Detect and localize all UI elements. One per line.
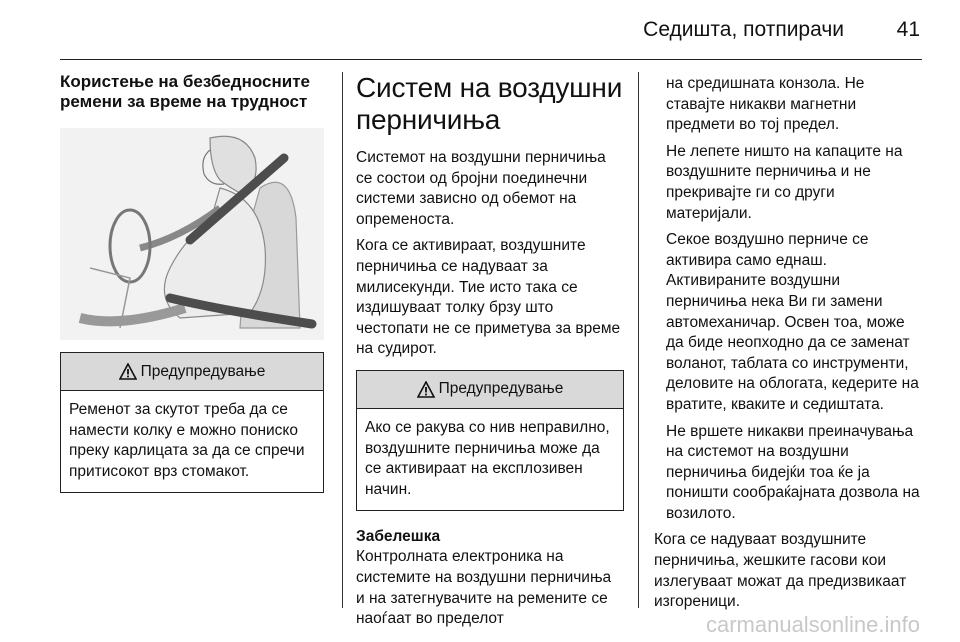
paragraph: Кога се надуваат воздушните перничиња, жешките гасови кои излегуваат можат да предизвикаат изгореници. xyxy=(654,531,907,611)
column-divider xyxy=(342,72,343,608)
column-right xyxy=(654,72,924,613)
section-title: Седишта, потпирачи xyxy=(643,18,844,41)
warning-header xyxy=(357,371,623,409)
warning-icon xyxy=(417,381,435,398)
warning-header xyxy=(61,353,323,391)
column-divider xyxy=(638,72,639,608)
warning-box xyxy=(60,352,324,493)
note-continuation: Не лепете ништо на капаците на воздушните перничиња и не прекривајте ги со други материјали. xyxy=(666,142,903,222)
pregnancy-heading: Користење на безбедносните ремени за време на трудност xyxy=(60,72,310,111)
column-left xyxy=(60,72,324,493)
paragraph: Кога се активираат, воздушните перничиња се надуваат за милисекунди. Тие исто така се издишуваат толку брзу што честопати не се приметува за време на судирот. xyxy=(356,237,621,358)
paragraph: Системот на воздушни перничиња се состои од бројни поединечни системи зависно од обемот на опременоста. xyxy=(356,149,606,228)
note-text: Контролната електроника на системите на воздушни перничиња и на затегнувачите на ремените се наоѓаат во пределот xyxy=(356,548,612,628)
page-number: 41 xyxy=(896,18,920,41)
warning-text: Ременот за скутот треба да се намести колку е можно пониско преку карлицата за да се спречи притисокот врз стомакот. xyxy=(69,401,305,480)
airbag-heading: Систем на воздушни перничиња xyxy=(356,72,623,135)
page-header xyxy=(60,14,922,60)
warning-box xyxy=(356,370,624,511)
pregnant-driver-seatbelt-illustration xyxy=(60,128,324,340)
note-continuation: Секое воздушно перниче се активира само еднаш. Активираните воздушни перничиња нека Ви ги замени автомеханичар. Освен тоа, може да биде неопходно да се заменат воланот, таблата со инструменти, деловите на облогата, кедерите на вратите, кваките и седиштата. xyxy=(666,231,919,413)
warning-text: Ако се ракува со нив неправилно, воздушните перничиња може да се активираат на експлозивен начин. xyxy=(365,418,610,498)
illustration-svg xyxy=(60,128,324,340)
column-middle xyxy=(356,72,624,630)
note-title: Забелешка xyxy=(356,528,441,546)
warning-icon xyxy=(119,363,137,380)
warning-title: Предупредување xyxy=(140,362,266,380)
note-continuation: на средишната конзола. Не ставајте никакви магнетни предмети во тој предел. xyxy=(666,75,865,134)
warning-title: Предупредување xyxy=(438,380,564,398)
watermark: carmanualsonline.info xyxy=(705,612,920,637)
note-continuation: Не вршете никакви преиначувања на системот на воздушни перничиња бидејќи тоа ќе ја поништи сообраќајната дозвола на возилото. xyxy=(666,422,920,522)
